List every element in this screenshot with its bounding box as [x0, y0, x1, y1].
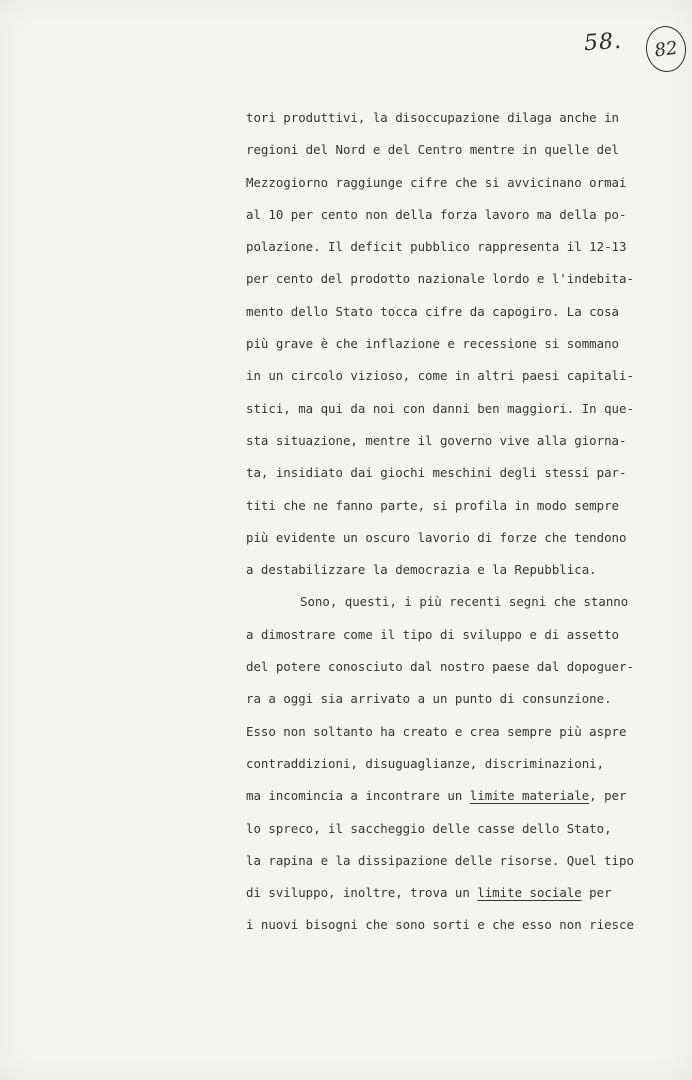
text-line: più grave è che inflazione e recessione si sommano	[246, 336, 619, 352]
text-line: tori produttivi, la disoccupazione dilaga anche in	[246, 110, 619, 125]
text-line: contraddizioni, disuguaglianze, discriminazioni,	[246, 755, 605, 771]
underlined-phrase: limite sociale	[477, 885, 582, 901]
text-segment: ma incomincia a incontrare un	[246, 788, 470, 804]
underlined-phrase: limite materiale	[469, 788, 590, 804]
text-line: in un circolo vizioso, come in altri paesi capitali-	[246, 368, 634, 384]
text-line: ta, insidiato dai giochi meschini degli stessi par-	[246, 465, 627, 481]
text-line: a dimostrare come il tipo di sviluppo e di assetto	[246, 626, 619, 642]
text-line	[246, 883, 626, 915]
text-segment: per	[581, 885, 612, 901]
text-line: lo spreco, il saccheggio delle casse dello Stato,	[246, 820, 612, 836]
text-line: a destabilizzare la democrazia e la Repubblica.	[246, 562, 597, 578]
text-line: Esso non soltanto ha creato e crea sempre più aspre	[246, 723, 627, 739]
text-line: la rapina e la dissipazione delle risorse. Quel tipo	[246, 852, 634, 868]
page-number: 58.	[583, 28, 623, 57]
text-line: più evidente un oscuro lavorio di forze che tendono	[246, 529, 627, 545]
body-text	[246, 108, 634, 948]
archive-stamp	[643, 23, 689, 74]
paragraph-start-line: Sono, questi, i più recenti segni che stanno	[300, 594, 629, 610]
text-line: titi che ne fanno parte, si profila in modo sempre	[246, 497, 619, 513]
text-line: del potere conosciuto dal nostro paese dal dopoguer-	[246, 659, 634, 675]
text-line: Mezzogiorno raggiunge cifre che si avvicinano ormai	[246, 174, 627, 190]
text-line	[246, 786, 626, 818]
text-segment: , per	[589, 788, 627, 804]
text-line: al 10 per cento non della forza lavoro ma della po-	[246, 206, 627, 222]
text-line: polazione. Il deficit pubblico rappresenta il 12-13	[246, 239, 627, 255]
text-line: sta situazione, mentre il governo vive alla giorna-	[246, 432, 627, 448]
text-segment: di sviluppo, inoltre, trova un	[246, 885, 478, 901]
text-line: stici, ma qui da noi con danni ben maggiori. In que-	[246, 400, 634, 416]
text-line: ra a oggi sia arrivato a un punto di consunzione.	[246, 691, 612, 707]
text-line: regioni del Nord e del Centro mentre in quelle del	[246, 142, 619, 158]
text-line: per cento del prodotto nazionale lordo e l'indebita-	[246, 271, 634, 287]
text-line: mento dello Stato tocca cifre da capogiro. La cosa	[246, 303, 619, 319]
stamp-number: 82	[653, 37, 679, 61]
text-line: i nuovi bisogni che sono sorti e che esso non riesce	[246, 917, 634, 933]
